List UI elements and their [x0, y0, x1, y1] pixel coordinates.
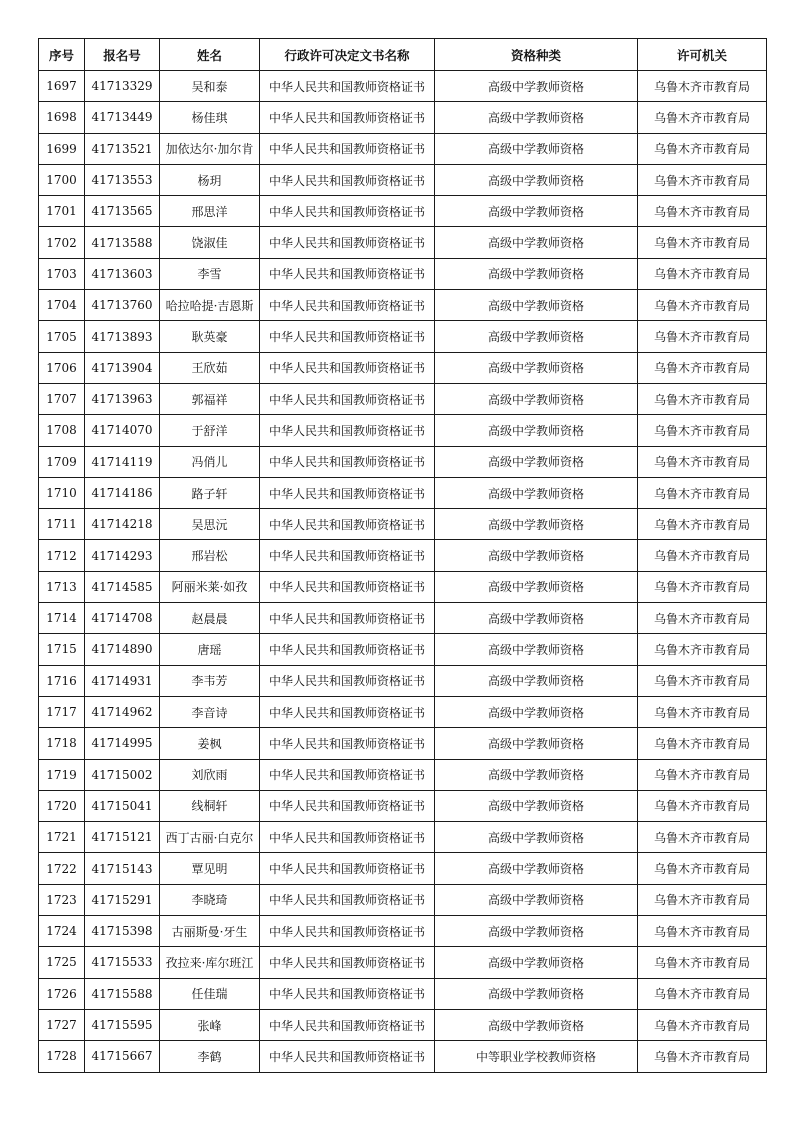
- qualification-cell: 高级中学教师资格: [435, 196, 638, 227]
- seq-cell: 1723: [39, 884, 85, 915]
- reg-no-cell: 41714962: [85, 696, 160, 727]
- qualification-cell: 高级中学教师资格: [435, 1009, 638, 1040]
- qualification-cell: 高级中学教师资格: [435, 759, 638, 790]
- table-row: [39, 227, 767, 258]
- table-row: [39, 696, 767, 727]
- name-cell: 吴和泰: [160, 71, 260, 102]
- authority-cell: 乌鲁木齐市教育局: [638, 227, 767, 258]
- seq-cell: 1711: [39, 509, 85, 540]
- seq-cell: 1720: [39, 790, 85, 821]
- document-name-cell: 中华人民共和国教师资格证书: [260, 321, 435, 352]
- table-row: [39, 822, 767, 853]
- authority-cell: 乌鲁木齐市教育局: [638, 164, 767, 195]
- table-row: [39, 916, 767, 947]
- document-name-cell: 中华人民共和国教师资格证书: [260, 71, 435, 102]
- reg-no-cell: 41713329: [85, 71, 160, 102]
- reg-no-cell: 41715002: [85, 759, 160, 790]
- reg-no-cell: 41714186: [85, 477, 160, 508]
- seq-cell: 1722: [39, 853, 85, 884]
- table-row: [39, 759, 767, 790]
- reg-no-cell: 41713904: [85, 352, 160, 383]
- document-name-cell: 中华人民共和国教师资格证书: [260, 415, 435, 446]
- table-row: [39, 383, 767, 414]
- table-row: [39, 352, 767, 383]
- name-cell: 李雪: [160, 258, 260, 289]
- name-cell: 吴思沅: [160, 509, 260, 540]
- name-cell: 王欣茹: [160, 352, 260, 383]
- reg-no-cell: 41713588: [85, 227, 160, 258]
- authority-cell: 乌鲁木齐市教育局: [638, 790, 767, 821]
- reg-no-cell: 41713603: [85, 258, 160, 289]
- table-row: [39, 321, 767, 352]
- document-name-cell: 中华人民共和国教师资格证书: [260, 634, 435, 665]
- table-row: [39, 164, 767, 195]
- name-cell: 郭福祥: [160, 383, 260, 414]
- document-name-cell: 中华人民共和国教师资格证书: [260, 916, 435, 947]
- document-name-cell: 中华人民共和国教师资格证书: [260, 853, 435, 884]
- document-name-cell: 中华人民共和国教师资格证书: [260, 133, 435, 164]
- authority-cell: 乌鲁木齐市教育局: [638, 822, 767, 853]
- qualification-cell: 高级中学教师资格: [435, 415, 638, 446]
- reg-no-cell: 41715588: [85, 978, 160, 1009]
- authority-cell: 乌鲁木齐市教育局: [638, 1041, 767, 1072]
- table-row: [39, 853, 767, 884]
- qualification-cell: 高级中学教师资格: [435, 916, 638, 947]
- qualification-cell: 高级中学教师资格: [435, 947, 638, 978]
- qualification-cell: 高级中学教师资格: [435, 978, 638, 1009]
- document-name-cell: 中华人民共和国教师资格证书: [260, 978, 435, 1009]
- col-seq-header: 序号: [39, 39, 85, 71]
- qualification-cell: 高级中学教师资格: [435, 728, 638, 759]
- seq-cell: 1708: [39, 415, 85, 446]
- qualification-cell: 高级中学教师资格: [435, 164, 638, 195]
- qualification-cell: 高级中学教师资格: [435, 102, 638, 133]
- reg-no-cell: 41713521: [85, 133, 160, 164]
- seq-cell: 1719: [39, 759, 85, 790]
- col-name-header: 姓名: [160, 39, 260, 71]
- authority-cell: 乌鲁木齐市教育局: [638, 415, 767, 446]
- table-row: [39, 540, 767, 571]
- table-row: [39, 446, 767, 477]
- table-row: [39, 790, 767, 821]
- seq-cell: 1725: [39, 947, 85, 978]
- seq-cell: 1707: [39, 383, 85, 414]
- document-name-cell: 中华人民共和国教师资格证书: [260, 603, 435, 634]
- table-row: [39, 1041, 767, 1072]
- authority-cell: 乌鲁木齐市教育局: [638, 258, 767, 289]
- col-document-name-header: 行政许可决定文书名称: [260, 39, 435, 71]
- name-cell: 哈拉哈提·吉恩斯: [160, 290, 260, 321]
- name-cell: 任佳瑞: [160, 978, 260, 1009]
- reg-no-cell: 41714890: [85, 634, 160, 665]
- authority-cell: 乌鲁木齐市教育局: [638, 728, 767, 759]
- reg-no-cell: 41715533: [85, 947, 160, 978]
- name-cell: 杨佳琪: [160, 102, 260, 133]
- qualification-cell: 高级中学教师资格: [435, 884, 638, 915]
- name-cell: 冯俏儿: [160, 446, 260, 477]
- qualification-cell: 高级中学教师资格: [435, 258, 638, 289]
- reg-no-cell: 41714070: [85, 415, 160, 446]
- table-row: [39, 258, 767, 289]
- seq-cell: 1709: [39, 446, 85, 477]
- reg-no-cell: 41713449: [85, 102, 160, 133]
- authority-cell: 乌鲁木齐市教育局: [638, 540, 767, 571]
- name-cell: 邢岩松: [160, 540, 260, 571]
- authority-cell: 乌鲁木齐市教育局: [638, 696, 767, 727]
- qualification-cell: 中等职业学校教师资格: [435, 1041, 638, 1072]
- seq-cell: 1710: [39, 477, 85, 508]
- qualification-cell: 高级中学教师资格: [435, 696, 638, 727]
- table-header-row: [39, 39, 767, 71]
- authority-cell: 乌鲁木齐市教育局: [638, 853, 767, 884]
- name-cell: 加依达尔·加尔肯: [160, 133, 260, 164]
- seq-cell: 1701: [39, 196, 85, 227]
- document-page: [38, 38, 766, 1073]
- seq-cell: 1712: [39, 540, 85, 571]
- seq-cell: 1706: [39, 352, 85, 383]
- document-name-cell: 中华人民共和国教师资格证书: [260, 227, 435, 258]
- name-cell: 李鹤: [160, 1041, 260, 1072]
- table-row: [39, 477, 767, 508]
- authority-cell: 乌鲁木齐市教育局: [638, 884, 767, 915]
- qualification-cell: 高级中学教师资格: [435, 509, 638, 540]
- document-name-cell: 中华人民共和国教师资格证书: [260, 947, 435, 978]
- qualification-cell: 高级中学教师资格: [435, 540, 638, 571]
- name-cell: 李晓琦: [160, 884, 260, 915]
- table-row: [39, 102, 767, 133]
- document-name-cell: 中华人民共和国教师资格证书: [260, 196, 435, 227]
- document-name-cell: 中华人民共和国教师资格证书: [260, 728, 435, 759]
- qualification-cell: 高级中学教师资格: [435, 383, 638, 414]
- seq-cell: 1727: [39, 1009, 85, 1040]
- name-cell: 姜枫: [160, 728, 260, 759]
- name-cell: 李音诗: [160, 696, 260, 727]
- name-cell: 刘欣雨: [160, 759, 260, 790]
- name-cell: 线桐轩: [160, 790, 260, 821]
- document-name-cell: 中华人民共和国教师资格证书: [260, 822, 435, 853]
- qualification-cell: 高级中学教师资格: [435, 321, 638, 352]
- qualification-cell: 高级中学教师资格: [435, 665, 638, 696]
- name-cell: 饶淑佳: [160, 227, 260, 258]
- seq-cell: 1724: [39, 916, 85, 947]
- name-cell: 孜拉来·库尔班江: [160, 947, 260, 978]
- document-name-cell: 中华人民共和国教师资格证书: [260, 509, 435, 540]
- authority-cell: 乌鲁木齐市教育局: [638, 196, 767, 227]
- qualification-cell: 高级中学教师资格: [435, 71, 638, 102]
- reg-no-cell: 41713553: [85, 164, 160, 195]
- document-name-cell: 中华人民共和国教师资格证书: [260, 884, 435, 915]
- name-cell: 覃见明: [160, 853, 260, 884]
- qualification-cell: 高级中学教师资格: [435, 634, 638, 665]
- name-cell: 西丁古丽·白克尔: [160, 822, 260, 853]
- name-cell: 古丽斯曼·牙生: [160, 916, 260, 947]
- authority-cell: 乌鲁木齐市教育局: [638, 290, 767, 321]
- document-name-cell: 中华人民共和国教师资格证书: [260, 696, 435, 727]
- name-cell: 阿丽米莱·如孜: [160, 571, 260, 602]
- name-cell: 唐瑶: [160, 634, 260, 665]
- reg-no-cell: 41715143: [85, 853, 160, 884]
- authority-cell: 乌鲁木齐市教育局: [638, 446, 767, 477]
- reg-no-cell: 41715398: [85, 916, 160, 947]
- qualification-cell: 高级中学教师资格: [435, 477, 638, 508]
- seq-cell: 1700: [39, 164, 85, 195]
- table-row: [39, 634, 767, 665]
- table-row: [39, 290, 767, 321]
- teacher-certificate-table: [38, 38, 767, 1073]
- document-name-cell: 中华人民共和国教师资格证书: [260, 352, 435, 383]
- qualification-cell: 高级中学教师资格: [435, 227, 638, 258]
- table-row: [39, 509, 767, 540]
- authority-cell: 乌鲁木齐市教育局: [638, 947, 767, 978]
- document-name-cell: 中华人民共和国教师资格证书: [260, 790, 435, 821]
- seq-cell: 1713: [39, 571, 85, 602]
- authority-cell: 乌鲁木齐市教育局: [638, 978, 767, 1009]
- authority-cell: 乌鲁木齐市教育局: [638, 477, 767, 508]
- qualification-cell: 高级中学教师资格: [435, 446, 638, 477]
- table-body: [39, 71, 767, 1073]
- reg-no-cell: 41713760: [85, 290, 160, 321]
- document-name-cell: 中华人民共和国教师资格证书: [260, 477, 435, 508]
- name-cell: 杨玥: [160, 164, 260, 195]
- authority-cell: 乌鲁木齐市教育局: [638, 509, 767, 540]
- qualification-cell: 高级中学教师资格: [435, 853, 638, 884]
- seq-cell: 1702: [39, 227, 85, 258]
- authority-cell: 乌鲁木齐市教育局: [638, 634, 767, 665]
- document-name-cell: 中华人民共和国教师资格证书: [260, 383, 435, 414]
- name-cell: 邢思洋: [160, 196, 260, 227]
- authority-cell: 乌鲁木齐市教育局: [638, 71, 767, 102]
- reg-no-cell: 41713963: [85, 383, 160, 414]
- authority-cell: 乌鲁木齐市教育局: [638, 665, 767, 696]
- qualification-cell: 高级中学教师资格: [435, 822, 638, 853]
- qualification-cell: 高级中学教师资格: [435, 790, 638, 821]
- authority-cell: 乌鲁木齐市教育局: [638, 571, 767, 602]
- reg-no-cell: 41714931: [85, 665, 160, 696]
- document-name-cell: 中华人民共和国教师资格证书: [260, 540, 435, 571]
- reg-no-cell: 41713893: [85, 321, 160, 352]
- table-row: [39, 571, 767, 602]
- qualification-cell: 高级中学教师资格: [435, 133, 638, 164]
- table-row: [39, 603, 767, 634]
- table-row: [39, 133, 767, 164]
- authority-cell: 乌鲁木齐市教育局: [638, 603, 767, 634]
- seq-cell: 1716: [39, 665, 85, 696]
- document-name-cell: 中华人民共和国教师资格证书: [260, 571, 435, 602]
- table-row: [39, 665, 767, 696]
- table-row: [39, 728, 767, 759]
- reg-no-cell: 41714218: [85, 509, 160, 540]
- table-row: [39, 947, 767, 978]
- authority-cell: 乌鲁木齐市教育局: [638, 383, 767, 414]
- reg-no-cell: 41715041: [85, 790, 160, 821]
- authority-cell: 乌鲁木齐市教育局: [638, 321, 767, 352]
- table-row: [39, 1009, 767, 1040]
- seq-cell: 1705: [39, 321, 85, 352]
- document-name-cell: 中华人民共和国教师资格证书: [260, 1041, 435, 1072]
- document-name-cell: 中华人民共和国教师资格证书: [260, 102, 435, 133]
- reg-no-cell: 41715667: [85, 1041, 160, 1072]
- document-name-cell: 中华人民共和国教师资格证书: [260, 1009, 435, 1040]
- seq-cell: 1697: [39, 71, 85, 102]
- seq-cell: 1715: [39, 634, 85, 665]
- reg-no-cell: 41715121: [85, 822, 160, 853]
- seq-cell: 1717: [39, 696, 85, 727]
- reg-no-cell: 41714708: [85, 603, 160, 634]
- table-row: [39, 196, 767, 227]
- seq-cell: 1704: [39, 290, 85, 321]
- reg-no-cell: 41713565: [85, 196, 160, 227]
- seq-cell: 1703: [39, 258, 85, 289]
- document-name-cell: 中华人民共和国教师资格证书: [260, 290, 435, 321]
- authority-cell: 乌鲁木齐市教育局: [638, 759, 767, 790]
- seq-cell: 1718: [39, 728, 85, 759]
- name-cell: 李韦芳: [160, 665, 260, 696]
- qualification-cell: 高级中学教师资格: [435, 290, 638, 321]
- col-authority-header: 许可机关: [638, 39, 767, 71]
- reg-no-cell: 41715595: [85, 1009, 160, 1040]
- col-reg-no-header: 报名号: [85, 39, 160, 71]
- name-cell: 路子轩: [160, 477, 260, 508]
- document-name-cell: 中华人民共和国教师资格证书: [260, 446, 435, 477]
- table-row: [39, 978, 767, 1009]
- authority-cell: 乌鲁木齐市教育局: [638, 1009, 767, 1040]
- seq-cell: 1721: [39, 822, 85, 853]
- document-name-cell: 中华人民共和国教师资格证书: [260, 665, 435, 696]
- name-cell: 张峰: [160, 1009, 260, 1040]
- qualification-cell: 高级中学教师资格: [435, 352, 638, 383]
- qualification-cell: 高级中学教师资格: [435, 603, 638, 634]
- document-name-cell: 中华人民共和国教师资格证书: [260, 164, 435, 195]
- table-row: [39, 415, 767, 446]
- document-name-cell: 中华人民共和国教师资格证书: [260, 258, 435, 289]
- reg-no-cell: 41714293: [85, 540, 160, 571]
- reg-no-cell: 41714119: [85, 446, 160, 477]
- seq-cell: 1728: [39, 1041, 85, 1072]
- reg-no-cell: 41714995: [85, 728, 160, 759]
- seq-cell: 1714: [39, 603, 85, 634]
- reg-no-cell: 41714585: [85, 571, 160, 602]
- table-row: [39, 884, 767, 915]
- seq-cell: 1698: [39, 102, 85, 133]
- name-cell: 赵晨晨: [160, 603, 260, 634]
- seq-cell: 1699: [39, 133, 85, 164]
- col-qualification-header: 资格种类: [435, 39, 638, 71]
- authority-cell: 乌鲁木齐市教育局: [638, 352, 767, 383]
- reg-no-cell: 41715291: [85, 884, 160, 915]
- seq-cell: 1726: [39, 978, 85, 1009]
- table-row: [39, 71, 767, 102]
- authority-cell: 乌鲁木齐市教育局: [638, 133, 767, 164]
- qualification-cell: 高级中学教师资格: [435, 571, 638, 602]
- authority-cell: 乌鲁木齐市教育局: [638, 916, 767, 947]
- name-cell: 耿英豪: [160, 321, 260, 352]
- document-name-cell: 中华人民共和国教师资格证书: [260, 759, 435, 790]
- name-cell: 于舒洋: [160, 415, 260, 446]
- authority-cell: 乌鲁木齐市教育局: [638, 102, 767, 133]
